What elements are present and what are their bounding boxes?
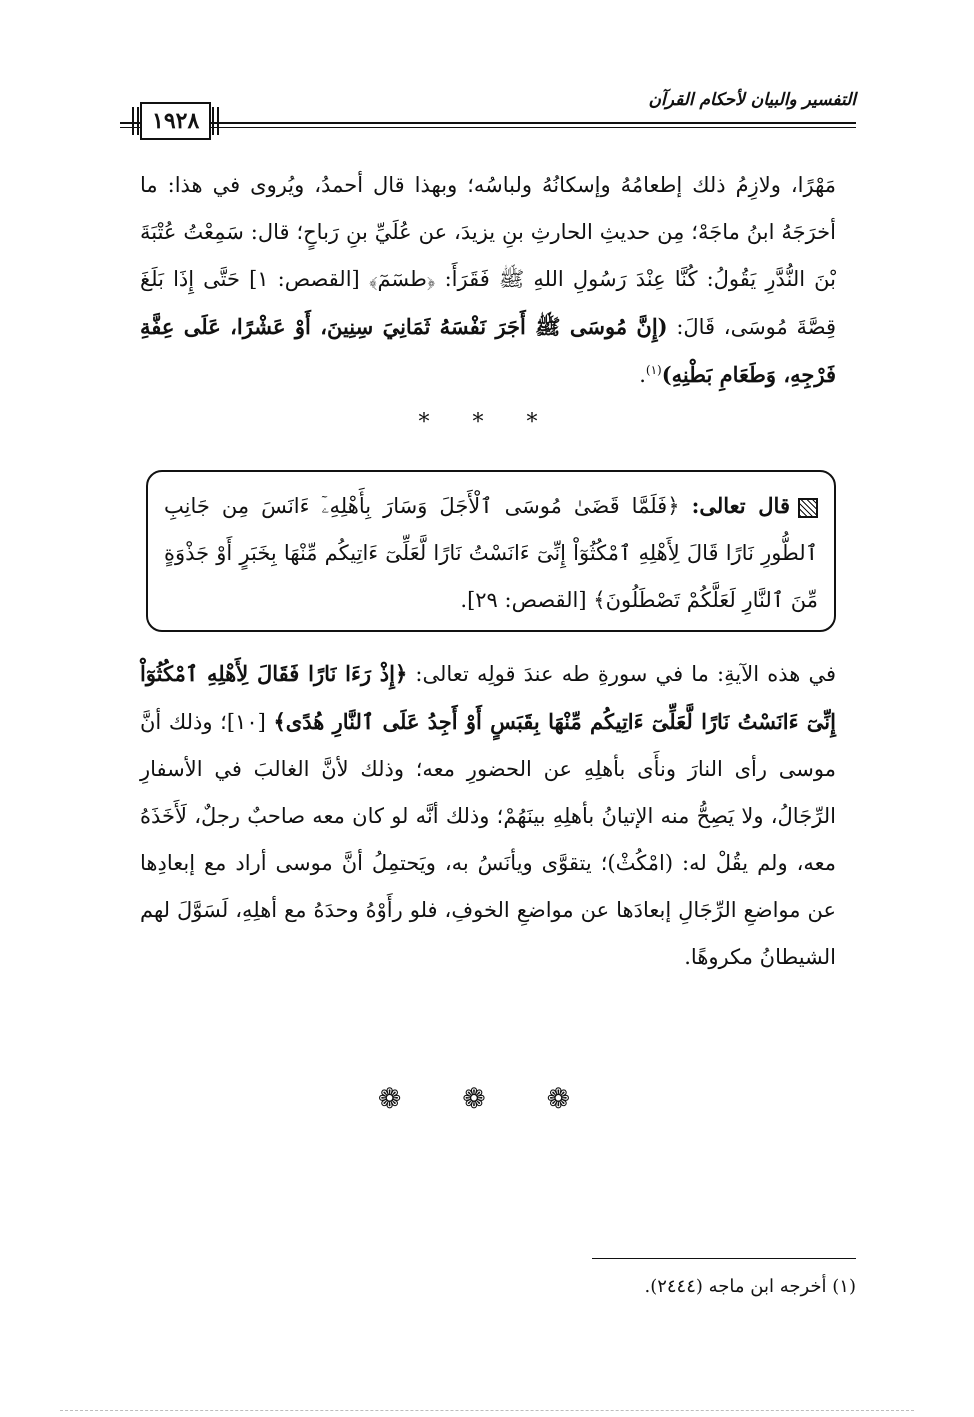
verse-reference: [القصص: ٢٩]. (460, 588, 587, 612)
paragraph-2-rest: [١٠]؛ وذلك أنَّ موسى رأى النارَ ونأَى بأهلِهِ عن الحضورِ معه؛ وذلك لأنَّ الغالبَ في الأسفارِ الرِّجَالُ، ولا يَصِحُّ منه الإتيانُ بأهلِهِ بينَهُمْ؛ وذلك أنَّه لو كان معه صاحبٌ رجلٌ، لَأَخَذَهُ معه، ولم يقُلْ له: (امْكُثْ)؛ يتقوَّى ويأنَسُ به، ويَحتمِلُ أنَّ موسى أراد مع إبعادِها عن مواضعِ الرِّجَالِ إبعادَها عن مواضعِ الخوفِ، فلو رأَوْهُ وحدَهُ مع أهلِهِ، لَسَوَّلَ لهم الشيطانُ مكروهًا. (140, 710, 836, 969)
footnote-number: (١) (832, 1276, 856, 1297)
paragraph-2-verse: ﴿إِذْ رَءَا نَارًا فَقَالَ لِأَهْلِهِ ٱمْكُثُوٓاْ إِنِّىٓ ءَانَسْتُ نَارًا لَّعَلِّىٓ ءَاتِيكُم مِّنْهَا بِقَبَسٍ أَوْ أَجِدُ عَلَى ٱلنَّارِ هُدًى﴾ (140, 661, 836, 734)
footnote-reference: (١) (645, 363, 662, 377)
footnote-divider (592, 1258, 856, 1259)
header-rule-thick (120, 122, 856, 124)
verse-label: قال تعالى: (691, 493, 790, 518)
page-header (120, 90, 856, 160)
paragraph-1-end: . (639, 363, 646, 387)
page-bottom-edge (60, 1410, 914, 1411)
section-separator-stars: * * * (418, 410, 556, 435)
running-title: التفسير والبيان لأحكام القرآن (648, 90, 856, 110)
section-separator-flowers: ❁ ❁ ❁ (377, 1082, 597, 1115)
header-rule-thin (120, 127, 856, 128)
verse-box (146, 470, 836, 632)
footnote (644, 1272, 856, 1302)
ornament-square-icon (798, 498, 818, 518)
verse-text: ﴿فَلَمَّا قَضَىٰ مُوسَى ٱلْأَجَلَ وَسَارَ بِأَهْلِهِۦٓ ءَانَسَ مِن جَانِبِ ٱلطُّورِ نَارًا قَالَ لِأَهْلِهِ ٱمْكُثُوٓاْ إِنِّىٓ ءَانَسْتُ نَارًا لَّعَلِّىٓ ءَاتِيكُم مِّنْهَا بِخَبَرٍ أَوْ جَذْوَةٍ مِّنَ ٱلنَّارِ لَعَلَّكُمْ تَصْطَلُونَ﴾ (164, 494, 818, 612)
hadith-quote: (إِنَّ مُوسَى ﷺ أَجَرَ نَفْسَهُ ثَمَانِيَ سِنِينَ، أَوْ عَشْرًا، عَلَى عِفَّةِ فَرْجِهِ، وَطَعَامِ بَطْنِهِ) (140, 314, 836, 387)
paragraph-2 (140, 650, 836, 981)
paragraph-1-text: مَهْرًا، ولازِمُ ذلك إطعامُهُ وإسكانُهُ ولباسُه؛ وبهذا قال أحمدُ، ويُروى في هذا: ما أخرَجَهُ ابنُ ماجَهْ؛ مِن حديثِ الحارثِ بنِ يزيدَ، عن عُلَيِّ بنِ رَباحٍ؛ قال: سَمِعْتُ عُتْبَةَ بْنَ النُّدَّرِ يَقُولُ: كُنَّا عِنْدَ رَسُولِ اللهِ ﷺ فَقَرَأَ: ﴿طسٓمٓ﴾ [القصص: ١] حَتَّى إِذَا بَلَغَ قِصَّةَ مُوسَى، قَالَ: (140, 173, 836, 339)
paragraph-1 (140, 162, 836, 399)
paragraph-2-intro: في هذه الآيةِ: ما في سورةِ طه عندَ قولِه تعالى: (407, 662, 837, 686)
footnote-text: أخرجه ابن ماجه (٢٤٤٤). (644, 1276, 827, 1297)
page-number: ١٩٢٨ (140, 102, 211, 140)
